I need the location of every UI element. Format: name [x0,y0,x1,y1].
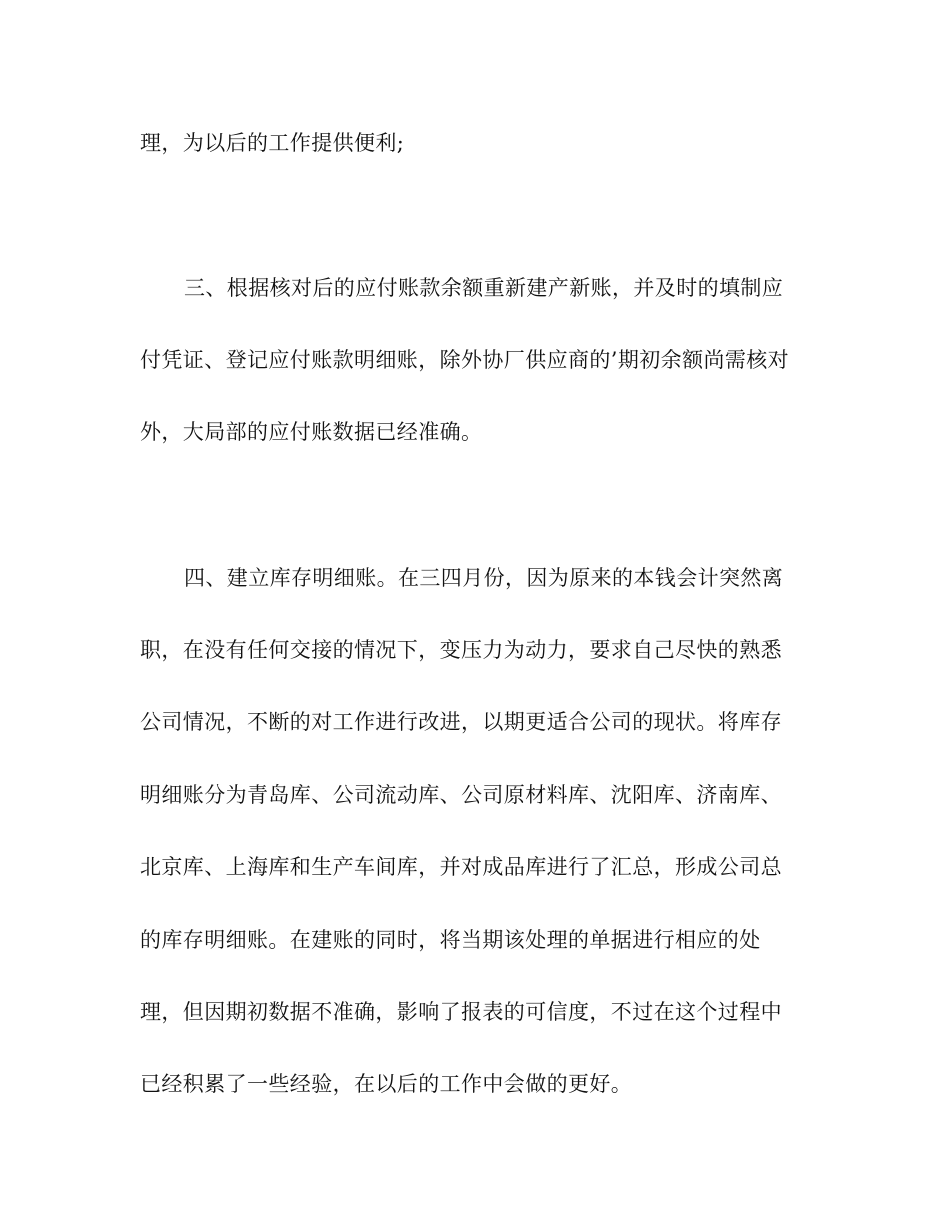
paragraph-line: 已经积累了一些经验，在以后的工作中会做的更好。 [140,1072,633,1096]
paragraph-line: 的库存明细账。在建账的同时，将当期该处理的单据进行相应的处 [140,928,761,952]
paragraph-line: 四、建立库存明细账。在三四月份，因为原来的本钱会计突然离 [184,566,784,590]
paragraph-line: 理，但因期初数据不准确，影响了报表的可信度，不过在这个过程中 [140,1000,782,1024]
paragraph-line: 职，在没有任何交接的情况下，变压力为动力，要求自己尽快的熟悉 [140,638,782,662]
paragraph-line: 明细账分为青岛库、公司流动库、公司原材料库、沈阳库、济南库、 [140,783,782,807]
paragraph-line: 北京库、上海库和生产车间库，并对成品库进行了汇总，形成公司总 [140,855,782,879]
paragraph-line: 三、根据核对后的应付账款余额重新建产新账，并及时的填制应 [184,276,784,300]
paragraph-line: 理，为以后的工作提供便利; [140,131,405,155]
paragraph-line: 付凭证、登记应付账款明细账，除外协厂供应商的’期初余额尚需核对 [140,348,790,372]
paragraph-line: 公司情况，不断的对工作进行改进，以期更适合公司的现状。将库存 [140,710,782,734]
paragraph-line: 外，大局部的应付账数据已经准确。 [140,420,483,444]
